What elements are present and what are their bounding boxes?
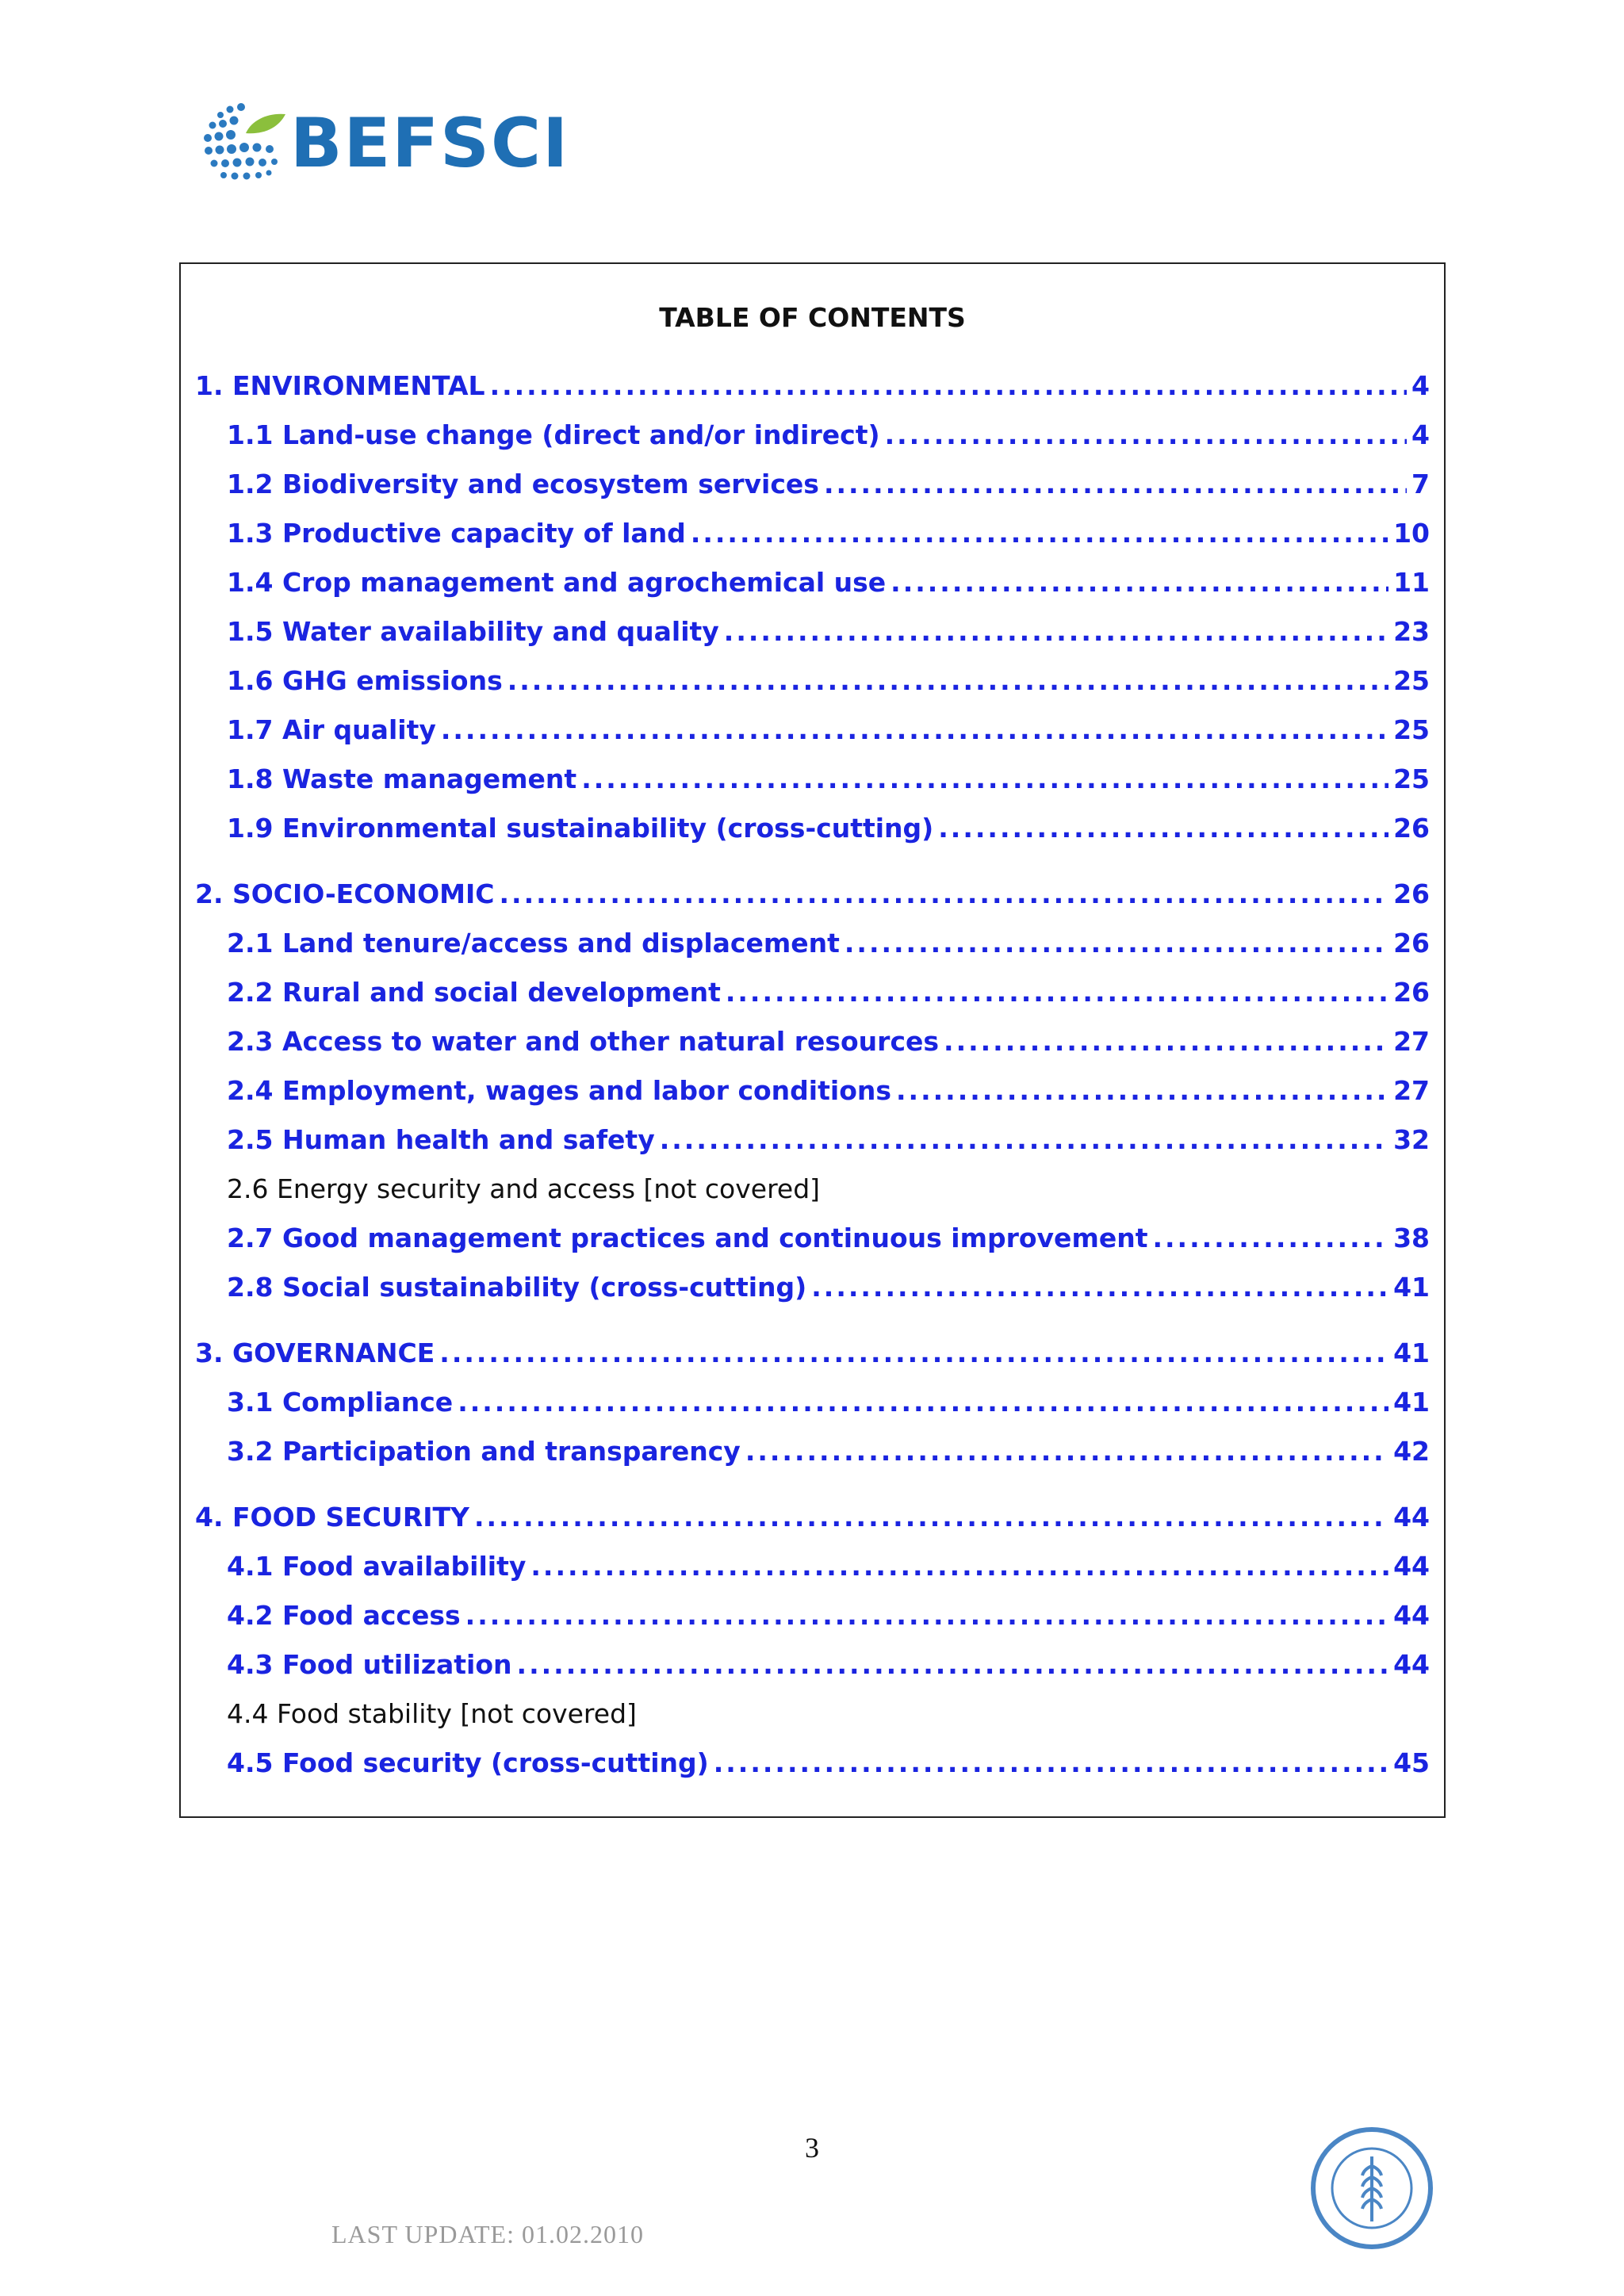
- toc-entry-1-5[interactable]: 1.5 Water availability and quality ..... 23: [227, 616, 1430, 652]
- toc-entry-1-9[interactable]: 1.9 Environmental sustainability (cross-cutting) ..... 26: [227, 813, 1430, 849]
- toc-entry-2-2[interactable]: 2.2 Rural and social development ..... 26: [227, 977, 1430, 1013]
- toc-entry-1-7[interactable]: 1.7 Air quality ..... 25: [227, 714, 1430, 751]
- toc-entry-2-3[interactable]: 2.3 Access to water and other natural resources ..... 27: [227, 1026, 1430, 1062]
- toc-entry-1-6[interactable]: 1.6 GHG emissions ..... 25: [227, 665, 1430, 702]
- toc-entry-3-1[interactable]: 3.1 Compliance ..... 41: [227, 1387, 1430, 1423]
- toc-entry-4-4: 4.4 Food stability [not covered]: [227, 1698, 637, 1729]
- toc-entry-2-1[interactable]: 2.1 Land tenure/access and displacement ..... 26: [227, 928, 1430, 964]
- befsci-logo: [197, 95, 570, 190]
- toc-entry-2-5[interactable]: 2.5 Human health and safety ..... 32: [227, 1124, 1430, 1161]
- toc-entry-4-3[interactable]: 4.3 Food utilization ..... 44: [227, 1649, 1430, 1686]
- table-of-contents: [179, 262, 1446, 1818]
- toc-entry-socio-economic[interactable]: 2. SOCIO-ECONOMIC ..... 26: [195, 878, 1430, 915]
- toc-entry-food-security[interactable]: 4. FOOD SECURITY ..... 44: [195, 1502, 1430, 1538]
- toc-entry-2-7[interactable]: 2.7 Good management practices and continuous improvement ..... 38: [227, 1223, 1430, 1259]
- page-number: 3: [805, 2132, 819, 2164]
- toc-entry-4-2[interactable]: 4.2 Food access ..... 44: [227, 1600, 1430, 1636]
- toc-title: TABLE OF CONTENTS: [659, 302, 966, 333]
- toc-entry-4-5[interactable]: 4.5 Food security (cross-cutting) ..... 45: [227, 1747, 1430, 1784]
- toc-entry-governance[interactable]: 3. GOVERNANCE ..... 41: [195, 1337, 1430, 1374]
- toc-entry-2-6: 2.6 Energy security and access [not covered]: [227, 1173, 821, 1204]
- toc-entry-1-2[interactable]: 1.2 Biodiversity and ecosystem services ..... 7: [227, 469, 1430, 505]
- toc-entry-2-4[interactable]: 2.4 Employment, wages and labor conditions ..... 27: [227, 1075, 1430, 1112]
- logo-text: BEFSCI: [290, 104, 570, 183]
- toc-entry-4-1[interactable]: 4.1 Food availability ..... 44: [227, 1551, 1430, 1587]
- toc-entry-1-1[interactable]: 1.1 Land-use change (direct and/or indirect) ..... 4: [227, 419, 1430, 456]
- toc-entry-3-2[interactable]: 3.2 Participation and transparency ..... 42: [227, 1436, 1430, 1472]
- toc-entry-environmental[interactable]: 1. ENVIRONMENTAL ..... 4: [195, 370, 1430, 407]
- toc-entry-1-8[interactable]: 1.8 Waste management ..... 25: [227, 763, 1430, 800]
- toc-entry-2-8[interactable]: 2.8 Social sustainability (cross-cutting) ..... 41: [227, 1272, 1430, 1308]
- last-update-text: LAST UPDATE: 01.02.2010: [331, 2220, 644, 2248]
- fao-logo-icon: [1308, 2125, 1435, 2252]
- globe-leaf-icon: [197, 95, 292, 190]
- toc-entry-1-3[interactable]: 1.3 Productive capacity of land ..... 10: [227, 518, 1430, 554]
- toc-entry-1-4[interactable]: 1.4 Crop management and agrochemical use ..... 11: [227, 567, 1430, 603]
